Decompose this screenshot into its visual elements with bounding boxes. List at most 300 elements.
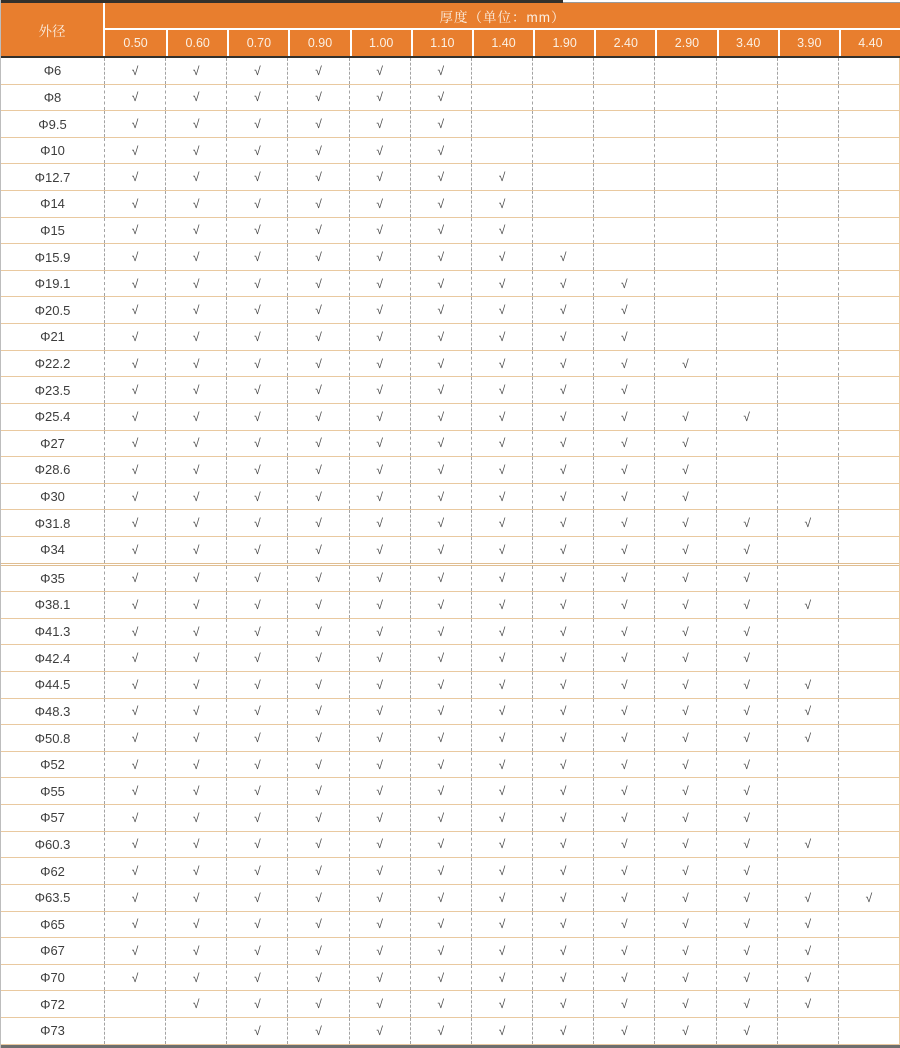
check-cell: √ <box>716 832 777 858</box>
empty-cell <box>838 138 899 164</box>
check-cell: √ <box>104 297 165 323</box>
check-cell: √ <box>104 672 165 698</box>
check-cell: √ <box>532 752 593 778</box>
check-cell: √ <box>410 566 471 592</box>
check-cell: √ <box>165 244 226 270</box>
check-cell: √ <box>654 566 715 592</box>
check-cell: √ <box>410 832 471 858</box>
check-cell: √ <box>226 484 287 510</box>
empty-cell <box>838 431 899 457</box>
check-cell: √ <box>471 805 532 831</box>
check-cell: √ <box>471 858 532 884</box>
check-cell: √ <box>287 297 348 323</box>
check-cell: √ <box>593 832 654 858</box>
check-cell: √ <box>410 58 471 84</box>
check-cell: √ <box>287 566 348 592</box>
check-cell: √ <box>165 592 226 618</box>
check-cell: √ <box>654 805 715 831</box>
table-row <box>1 218 899 245</box>
check-cell: √ <box>226 191 287 217</box>
thickness-header-group <box>105 3 900 56</box>
check-cell: √ <box>654 351 715 377</box>
check-cell: √ <box>716 912 777 938</box>
check-cell: √ <box>226 271 287 297</box>
check-cell: √ <box>287 778 348 804</box>
empty-cell <box>654 138 715 164</box>
empty-cell <box>716 377 777 403</box>
empty-cell <box>716 244 777 270</box>
row-diameter-label: Φ60.3 <box>34 836 71 852</box>
check-cell: √ <box>410 725 471 751</box>
table-row <box>1 991 899 1018</box>
table-row <box>1 457 899 484</box>
table-row <box>1 965 899 992</box>
check-cell: √ <box>287 377 348 403</box>
empty-cell <box>716 191 777 217</box>
check-cell: √ <box>104 431 165 457</box>
empty-cell <box>532 191 593 217</box>
empty-cell <box>838 619 899 645</box>
check-cell: √ <box>104 938 165 964</box>
check-cell: √ <box>654 592 715 618</box>
empty-cell <box>838 858 899 884</box>
check-cell: √ <box>165 138 226 164</box>
check-cell: √ <box>532 592 593 618</box>
check-cell: √ <box>226 457 287 483</box>
column-header: 0.50 <box>123 36 148 50</box>
check-cell: √ <box>349 457 410 483</box>
row-diameter-label: Φ42.4 <box>34 650 71 666</box>
empty-cell <box>777 85 838 111</box>
check-cell: √ <box>777 965 838 991</box>
empty-cell <box>593 218 654 244</box>
check-cell: √ <box>654 1018 715 1044</box>
check-cell: √ <box>349 965 410 991</box>
check-cell: √ <box>654 885 715 911</box>
check-cell: √ <box>165 58 226 84</box>
empty-cell <box>532 218 593 244</box>
check-cell: √ <box>226 592 287 618</box>
check-cell: √ <box>532 484 593 510</box>
check-cell: √ <box>104 164 165 190</box>
check-cell: √ <box>349 377 410 403</box>
check-cell: √ <box>165 699 226 725</box>
check-cell: √ <box>104 699 165 725</box>
check-cell: √ <box>716 672 777 698</box>
check-cell: √ <box>471 164 532 190</box>
check-cell: √ <box>165 752 226 778</box>
check-cell: √ <box>287 324 348 350</box>
check-cell: √ <box>104 218 165 244</box>
check-cell: √ <box>165 778 226 804</box>
check-cell: √ <box>226 297 287 323</box>
empty-cell <box>716 431 777 457</box>
check-cell: √ <box>410 404 471 430</box>
check-cell: √ <box>287 111 348 137</box>
check-cell: √ <box>716 752 777 778</box>
check-cell: √ <box>777 510 838 536</box>
check-cell: √ <box>287 912 348 938</box>
check-cell: √ <box>593 912 654 938</box>
check-cell: √ <box>410 377 471 403</box>
empty-cell <box>838 645 899 671</box>
check-cell: √ <box>654 991 715 1017</box>
row-diameter-label: Φ72 <box>40 996 65 1012</box>
check-cell: √ <box>716 1018 777 1044</box>
check-cell: √ <box>165 725 226 751</box>
check-cell: √ <box>104 805 165 831</box>
check-cell: √ <box>165 377 226 403</box>
check-cell: √ <box>593 991 654 1017</box>
row-diameter-label: Φ9.5 <box>38 116 67 132</box>
table-row <box>1 885 899 912</box>
check-cell: √ <box>471 778 532 804</box>
check-cell: √ <box>349 912 410 938</box>
check-cell: √ <box>716 537 777 563</box>
check-cell: √ <box>165 965 226 991</box>
table-row <box>1 938 899 965</box>
column-header: 0.60 <box>166 30 227 56</box>
empty-cell <box>716 58 777 84</box>
check-cell: √ <box>716 805 777 831</box>
check-cell: √ <box>104 377 165 403</box>
check-cell: √ <box>165 431 226 457</box>
check-cell: √ <box>349 1018 410 1044</box>
check-cell: √ <box>287 510 348 536</box>
check-cell: √ <box>287 672 348 698</box>
empty-cell <box>471 85 532 111</box>
empty-cell <box>838 164 899 190</box>
check-cell: √ <box>104 271 165 297</box>
check-cell: √ <box>410 858 471 884</box>
check-cell: √ <box>287 351 348 377</box>
table-row <box>1 191 899 218</box>
column-header: 0.90 <box>288 30 349 56</box>
table-row <box>1 111 899 138</box>
check-cell: √ <box>593 351 654 377</box>
check-cell: √ <box>287 699 348 725</box>
table-row <box>1 725 899 752</box>
check-cell: √ <box>410 645 471 671</box>
empty-cell <box>777 778 838 804</box>
empty-cell <box>104 1018 165 1044</box>
empty-cell <box>838 965 899 991</box>
check-cell: √ <box>410 271 471 297</box>
row-diameter-label: Φ28.6 <box>34 462 71 478</box>
column-header: 1.90 <box>533 30 594 56</box>
check-cell: √ <box>532 965 593 991</box>
check-cell: √ <box>349 619 410 645</box>
check-cell: √ <box>226 885 287 911</box>
check-cell: √ <box>471 377 532 403</box>
check-cell: √ <box>287 58 348 84</box>
check-cell: √ <box>287 537 348 563</box>
check-cell: √ <box>777 699 838 725</box>
check-cell: √ <box>593 404 654 430</box>
check-cell: √ <box>104 566 165 592</box>
check-cell: √ <box>287 725 348 751</box>
check-cell: √ <box>593 484 654 510</box>
check-cell: √ <box>226 778 287 804</box>
empty-cell <box>532 85 593 111</box>
check-cell: √ <box>593 457 654 483</box>
check-cell: √ <box>349 404 410 430</box>
check-cell: √ <box>287 832 348 858</box>
check-cell: √ <box>471 244 532 270</box>
table-row <box>1 244 899 271</box>
check-cell: √ <box>165 271 226 297</box>
column-header: 4.40 <box>839 30 900 56</box>
row-diameter-label: Φ38.1 <box>34 597 71 613</box>
empty-cell <box>838 218 899 244</box>
check-cell: √ <box>226 537 287 563</box>
empty-cell <box>471 111 532 137</box>
empty-cell <box>838 377 899 403</box>
check-cell: √ <box>593 377 654 403</box>
row-diameter-label: Φ21 <box>40 329 65 345</box>
check-cell: √ <box>104 645 165 671</box>
check-cell: √ <box>104 725 165 751</box>
check-cell: √ <box>349 805 410 831</box>
empty-cell <box>838 752 899 778</box>
check-cell: √ <box>410 672 471 698</box>
check-cell: √ <box>532 672 593 698</box>
check-cell: √ <box>226 619 287 645</box>
check-cell: √ <box>226 244 287 270</box>
row-diameter-label: Φ31.8 <box>34 515 71 531</box>
check-cell: √ <box>287 619 348 645</box>
check-cell: √ <box>349 218 410 244</box>
check-cell: √ <box>165 832 226 858</box>
check-cell: √ <box>165 218 226 244</box>
check-cell: √ <box>410 297 471 323</box>
check-cell: √ <box>226 111 287 137</box>
check-cell: √ <box>410 164 471 190</box>
check-cell: √ <box>716 510 777 536</box>
table-row <box>1 85 899 112</box>
table-row <box>1 404 899 431</box>
check-cell: √ <box>349 537 410 563</box>
check-cell: √ <box>287 858 348 884</box>
empty-cell <box>838 457 899 483</box>
check-cell: √ <box>777 991 838 1017</box>
check-cell: √ <box>410 111 471 137</box>
check-cell: √ <box>654 858 715 884</box>
check-cell: √ <box>654 778 715 804</box>
check-cell: √ <box>104 965 165 991</box>
check-cell: √ <box>654 912 715 938</box>
check-cell: √ <box>593 1018 654 1044</box>
column-header: 3.40 <box>717 30 778 56</box>
check-cell: √ <box>226 672 287 698</box>
check-cell: √ <box>532 858 593 884</box>
check-cell: √ <box>226 858 287 884</box>
check-cell: √ <box>471 431 532 457</box>
check-cell: √ <box>349 510 410 536</box>
check-cell: √ <box>410 991 471 1017</box>
empty-cell <box>838 699 899 725</box>
table-top-border <box>1 0 563 3</box>
empty-cell <box>593 164 654 190</box>
check-cell: √ <box>532 885 593 911</box>
check-cell: √ <box>226 938 287 964</box>
check-cell: √ <box>104 404 165 430</box>
thickness-unit-title: 厚度（单位：mm） <box>105 3 900 30</box>
check-cell: √ <box>716 566 777 592</box>
check-cell: √ <box>777 832 838 858</box>
check-cell: √ <box>716 699 777 725</box>
empty-cell <box>838 244 899 270</box>
check-cell: √ <box>104 885 165 911</box>
check-cell: √ <box>165 885 226 911</box>
check-cell: √ <box>349 85 410 111</box>
thickness-column-headers <box>105 30 900 56</box>
check-cell: √ <box>287 484 348 510</box>
check-cell: √ <box>593 965 654 991</box>
check-cell: √ <box>532 297 593 323</box>
check-cell: √ <box>471 484 532 510</box>
check-cell: √ <box>165 938 226 964</box>
empty-cell <box>716 271 777 297</box>
check-cell: √ <box>654 645 715 671</box>
empty-cell <box>716 138 777 164</box>
table-row <box>1 377 899 404</box>
check-cell: √ <box>716 725 777 751</box>
check-cell: √ <box>654 752 715 778</box>
check-cell: √ <box>226 1018 287 1044</box>
row-diameter-label: Φ20.5 <box>34 302 71 318</box>
row-diameter-label: Φ34 <box>40 542 65 558</box>
empty-cell <box>838 938 899 964</box>
row-diameter-label: Φ35 <box>40 570 65 586</box>
check-cell: √ <box>471 324 532 350</box>
empty-cell <box>838 832 899 858</box>
empty-cell <box>716 351 777 377</box>
check-cell: √ <box>716 885 777 911</box>
check-cell: √ <box>471 699 532 725</box>
empty-cell <box>777 404 838 430</box>
check-cell: √ <box>410 484 471 510</box>
check-cell: √ <box>593 885 654 911</box>
empty-cell <box>777 377 838 403</box>
table-row <box>1 510 899 537</box>
check-cell: √ <box>104 58 165 84</box>
empty-cell <box>654 111 715 137</box>
check-cell: √ <box>471 592 532 618</box>
check-cell: √ <box>226 965 287 991</box>
check-cell: √ <box>532 324 593 350</box>
check-cell: √ <box>471 912 532 938</box>
check-cell: √ <box>165 645 226 671</box>
check-cell: √ <box>165 619 226 645</box>
check-cell: √ <box>349 752 410 778</box>
check-cell: √ <box>287 244 348 270</box>
check-cell: √ <box>532 244 593 270</box>
empty-cell <box>777 244 838 270</box>
check-cell: √ <box>104 244 165 270</box>
row-diameter-label: Φ19.1 <box>34 276 71 292</box>
check-cell: √ <box>654 699 715 725</box>
row-diameter-label: Φ52 <box>40 757 65 773</box>
empty-cell <box>838 111 899 137</box>
check-cell: √ <box>471 537 532 563</box>
check-cell: √ <box>532 912 593 938</box>
check-cell: √ <box>349 484 410 510</box>
empty-cell <box>716 297 777 323</box>
empty-cell <box>532 164 593 190</box>
table-top-border-thin <box>563 0 900 3</box>
empty-cell <box>777 1018 838 1044</box>
empty-cell <box>593 85 654 111</box>
check-cell: √ <box>532 699 593 725</box>
table-row <box>1 297 899 324</box>
check-cell: √ <box>226 752 287 778</box>
check-cell: √ <box>410 431 471 457</box>
check-cell: √ <box>410 752 471 778</box>
empty-cell <box>777 858 838 884</box>
row-diameter-label: Φ23.5 <box>34 382 71 398</box>
empty-cell <box>838 991 899 1017</box>
empty-cell <box>838 778 899 804</box>
check-cell: √ <box>287 1018 348 1044</box>
check-cell: √ <box>349 885 410 911</box>
row-diameter-label: Φ27 <box>40 435 65 451</box>
check-cell: √ <box>654 672 715 698</box>
check-cell: √ <box>777 885 838 911</box>
check-cell: √ <box>593 672 654 698</box>
empty-cell <box>654 191 715 217</box>
check-cell: √ <box>532 619 593 645</box>
check-cell: √ <box>410 537 471 563</box>
check-cell: √ <box>593 537 654 563</box>
check-cell: √ <box>654 404 715 430</box>
check-cell: √ <box>349 431 410 457</box>
check-cell: √ <box>287 592 348 618</box>
check-cell: √ <box>165 351 226 377</box>
table-row <box>1 778 899 805</box>
check-cell: √ <box>226 566 287 592</box>
check-cell: √ <box>593 778 654 804</box>
check-cell: √ <box>410 912 471 938</box>
check-cell: √ <box>287 218 348 244</box>
check-cell: √ <box>349 324 410 350</box>
empty-cell <box>838 58 899 84</box>
table-row <box>1 1018 899 1045</box>
check-cell: √ <box>654 431 715 457</box>
check-cell: √ <box>410 778 471 804</box>
row-diameter-label: Φ25.4 <box>34 409 71 425</box>
check-cell: √ <box>226 805 287 831</box>
check-cell: √ <box>165 297 226 323</box>
check-cell: √ <box>593 271 654 297</box>
check-cell: √ <box>349 244 410 270</box>
table-row <box>1 832 899 859</box>
corner-header-outer-diameter: 外径 <box>1 3 105 56</box>
table-row <box>1 58 899 85</box>
check-cell: √ <box>777 672 838 698</box>
check-cell: √ <box>226 725 287 751</box>
check-cell: √ <box>471 510 532 536</box>
check-cell: √ <box>104 324 165 350</box>
check-cell: √ <box>287 85 348 111</box>
check-cell: √ <box>104 752 165 778</box>
check-cell: √ <box>654 457 715 483</box>
check-cell: √ <box>349 138 410 164</box>
check-cell: √ <box>287 938 348 964</box>
row-diameter-label: Φ63.5 <box>34 890 71 906</box>
check-cell: √ <box>165 858 226 884</box>
empty-cell <box>777 58 838 84</box>
